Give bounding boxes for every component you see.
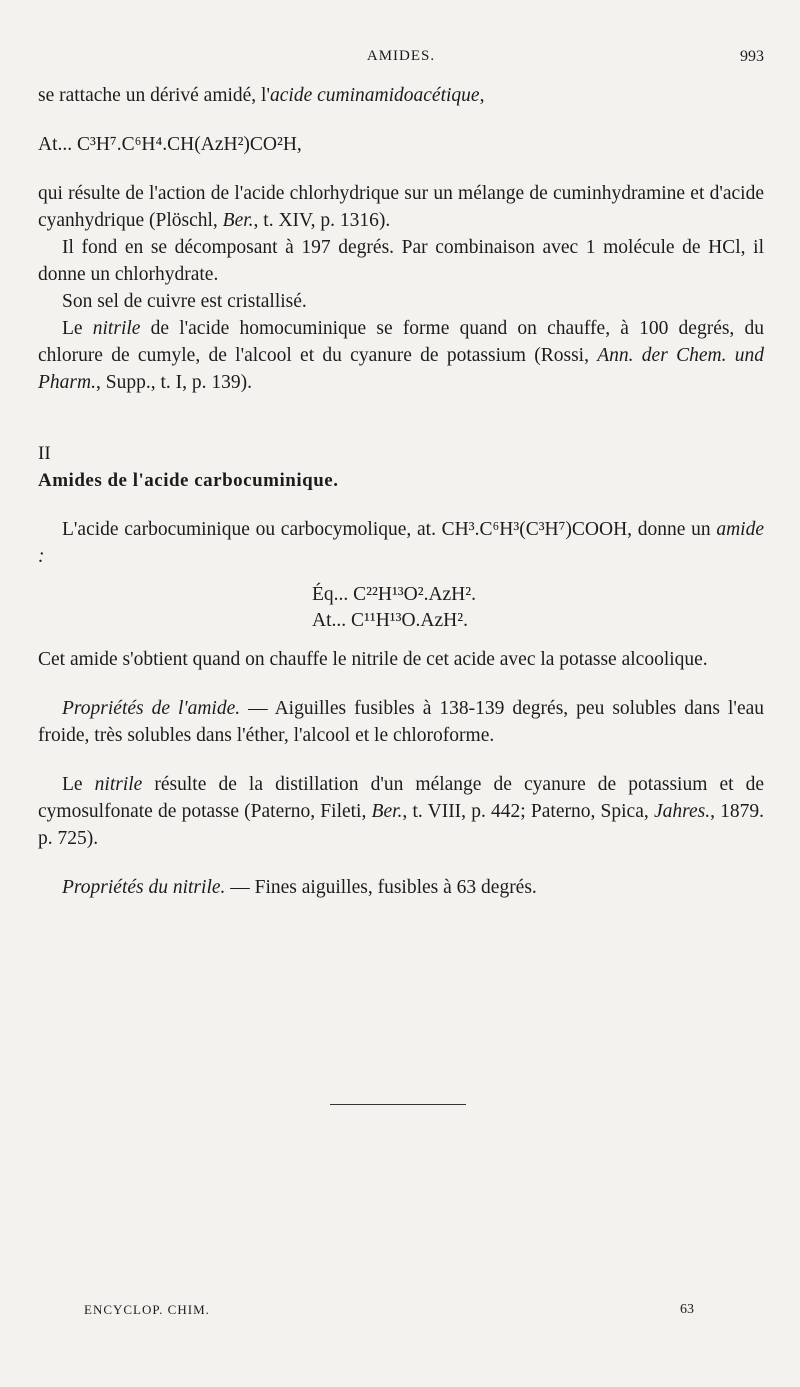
equation-at: At... C¹¹H¹³O.AzH². <box>312 610 468 631</box>
equation-eq: Éq... C²²H¹³O².AzH². <box>312 584 476 605</box>
formula-cuminamidoacetique: At... C³H⁷.C⁶H⁴.CH(AzH²)CO²H, <box>38 134 302 155</box>
paragraph-10: Propriétés du nitrile. — Fines aiguilles, fusibles à 63 degrés. <box>62 877 537 898</box>
paragraph-5: Le nitrile de l'acide homocuminique se forme quand on chauffe, à 100 degrés, du chlorure de cumyle, de l'alcool et du cyanure de potassium (Rossi, Ann. der Chem. und Pharm., Supp., t. I, p. 139). <box>38 318 764 393</box>
section-number: II <box>38 443 51 464</box>
main-text <box>38 82 764 901</box>
paragraph-4: Son sel de cuivre est cristallisé. <box>62 291 307 312</box>
paragraph-7: Cet amide s'obtient quand on chauffe le nitrile de cet acide avec la potasse alcoolique. <box>38 649 708 670</box>
divider-rule <box>330 1104 466 1105</box>
footer-signature: 63 <box>680 1302 694 1317</box>
footer-left: ENCYCLOP. CHIM. <box>84 1302 210 1317</box>
equation-block <box>312 582 764 634</box>
paragraph-9: Le nitrile résulte de la distillation d'un mélange de cyanure de potassium et de cymosulfonate de potasse (Paterno, Fileti, Ber., t. VIII, p. 442; Paterno, Spica, Jahres., 1879. p. 725). <box>38 774 765 849</box>
paragraph-8: Propriétés de l'amide. — Aiguilles fusibles à 138-139 degrés, peu solubles dans l'eau froide, très solubles dans l'éther, l'alcool et le chloroforme. <box>38 698 764 746</box>
page-number: 993 <box>740 48 764 65</box>
paragraph-3: Il fond en se décomposant à 197 degrés. Par combinaison avec 1 molécule de HCl, il donne un chlorhydrate. <box>38 237 764 285</box>
running-title: AMIDES. <box>366 48 436 64</box>
paragraph-6: L'acide carbocuminique ou carbocymolique, at. CH³.C⁶H³(C³H⁷)COOH, donne un amide : <box>38 519 764 567</box>
paragraph-1: se rattache un dérivé amidé, l'acide cuminamidoacétique, <box>38 85 485 106</box>
page-header <box>38 48 764 72</box>
section-title: Amides de l'acide carbocuminique. <box>38 470 339 491</box>
paragraph-2: qui résulte de l'action de l'acide chlorhydrique sur un mélange de cuminhydramine et d'acide cyanhydrique (Plöschl, Ber., t. XIV, p. 1316). <box>38 183 764 231</box>
